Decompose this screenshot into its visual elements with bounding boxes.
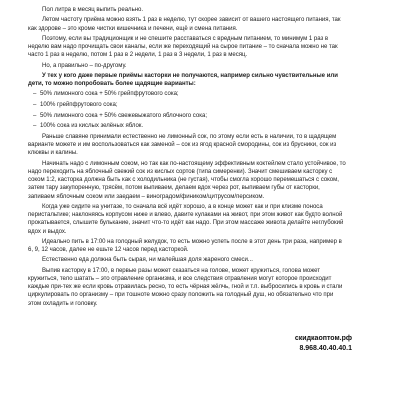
- footer-phone: 8.968.40.40.40.1: [299, 345, 352, 352]
- paragraph-timing: Идеально пить в 17:00 на голодный желудок, то есть можно успеть после в этот день три раза, например в 6, 9, 12 часов, далее не ешьте 12 часов перед касторкой.: [28, 238, 342, 254]
- options-list: [28, 90, 346, 130]
- list-item: – 100% сока из кислых зелёных яблок.: [34, 122, 346, 130]
- paragraph-toilet: Когда уже сидите на унитазе, то сначала всё идёт хорошо, а в конце может как и при клизме поноса перистальтике; наклоняясь корпусом ниже и влево, давите кулаками на живот, при этом живот как будто волной прокатывается, слышите булькание, значит что-то идёт как надо. При этом массаже живота делайте неглубокий вдох и выдох.: [28, 203, 344, 235]
- document-body: [28, 6, 346, 310]
- list-item: – 50% лимонного сока + 50% свежевыжатого яблочного сока;: [34, 112, 346, 120]
- paragraph-correct: Но, а правильно – по-другому.: [42, 62, 127, 69]
- paragraph-start: Начинать надо с лимонным соком, но так как по-настоящему эффективным коктейлем стало устойчивое, то надо переходить на яблочный свежий сок из кислых сортов (типа симеренки). Значит смешиваем касторку с соком 1:2, касторка должна быть как с холодильника (не густая), чтобы смогла хорошо перемешаться с соком, затем тару закупоренную, трясём, потом выпиваем, делаем вдох через рот, выпиваем губы от касторки, запиваем яблочным соком или заедаем – виноградом/фиником/цитрусом/персиком.: [28, 160, 346, 200]
- paragraph-effects: Выпив касторку в 17:00, в первые разы может сказаться на голове, может кружиться, голова может кружиться, тело шатать – это отравление организма, и все следствия отравления могут которое происходит каждые при-тех же если кровь отравилась ресно, то есть чёрная жёлчь, гной и т.п. выбросились в кровь и стали циркулировать по организму – при тошноте можно сразу положить на голодный душ, но обязательно что при этом охладить и головку.: [28, 267, 343, 307]
- paragraph-food: Естественно еда должна быть сырая, ни малейшая доля жареного смеси...: [42, 257, 253, 264]
- footer-site: скидкаоптом.рф: [294, 335, 352, 342]
- list-item: – 50% лимонного сока + 50% грейпфрутового сока;: [34, 90, 346, 98]
- paragraph-gentle-options-intro: У тех у кого даже первые приёмы касторки не получаются, например сильно чувствительные или дети, то можно попробовать более щадящие варианты:: [28, 72, 338, 87]
- paragraph-frequency: Поэтому, если вы традиционщик и не спешите расставаться с вредным питанием, то минимум 1 раз в неделю вам надо прочищать свои каналы, если же переходящий на сырое питание – то сначала можно не так часто 1 раз в неделю, потом 1 раз в 2 недели, 1 раз в 3 недели, 1 раз в месяц.: [28, 35, 338, 59]
- footer-contacts: [295, 334, 352, 354]
- paragraph-intro: Пол литра в месяц выпить реально.: [42, 7, 144, 13]
- list-item: – 100% грейпфрутового сока;: [34, 101, 346, 109]
- paragraph-summer: Летом частоту приёма можно взять 1 раз в неделю, тут скорее зависит от вашего настоящего питания, так как здорове – это кроме чистки кишечника и печени, ещё и смена питания.: [28, 17, 341, 32]
- paragraph-slavs: Раньше славяне принимали естественно не лимонный сок, по этому если есть в наличии, то в щадящем варианте можете и им воспользоваться как заменой – сок из ягод красной смородины, сок из брусники, сок из клюквы и калины.: [28, 133, 337, 157]
